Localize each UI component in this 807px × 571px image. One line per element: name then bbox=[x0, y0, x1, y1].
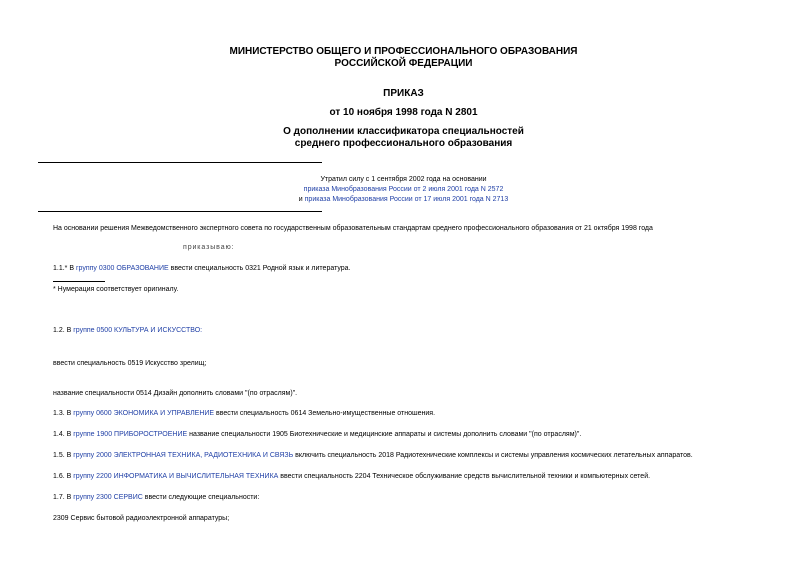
paragraph-1-1 bbox=[53, 264, 351, 273]
paragraph-1-2-a: ввести специальность 0519 Искусство зрелищ; bbox=[53, 360, 207, 367]
p5-suffix: включить специальность 2018 Радиотехнические комплексы и системы управления космических летательных аппаратов. bbox=[293, 452, 693, 459]
link-group-0300[interactable]: группу 0300 ОБРАЗОВАНИЕ bbox=[75, 265, 169, 272]
notice-link-order-2713[interactable]: приказа Минобразования России от 17 июля 2001 года N 2713 bbox=[304, 196, 509, 203]
order-word: приказываю: bbox=[183, 244, 235, 251]
p2-prefix: 1.2. В bbox=[53, 327, 74, 334]
p4-suffix: название специальности 1905 Биотехнические и медицинские аппараты и системы дополнить словами "(по отраслям)". bbox=[187, 431, 582, 438]
paragraph-1-5 bbox=[53, 451, 693, 460]
p6-suffix: ввести специальность 2204 Техническое обслуживание средств вычислительной техники и компьютерных сетей. bbox=[278, 473, 651, 480]
divider-bottom bbox=[38, 211, 322, 212]
paragraph-1-6 bbox=[53, 472, 650, 481]
paragraph-1-7 bbox=[53, 493, 259, 502]
subject-line-2: среднего профессионального образования bbox=[294, 138, 513, 149]
p6-prefix: 1.6. В bbox=[53, 473, 74, 480]
link-group-2300[interactable]: группу 2300 СЕРВИС bbox=[73, 494, 143, 501]
paragraph-1-3 bbox=[53, 409, 435, 418]
doc-subject bbox=[0, 126, 807, 150]
link-group-2000[interactable]: группу 2000 ЭЛЕКТРОННАЯ ТЕХНИКА, РАДИОТЕХНИКА И СВЯЗЬ bbox=[73, 452, 294, 459]
paragraph-1-2-b: название специальности 0514 Дизайн дополнить словами "(по отраслям)". bbox=[53, 390, 298, 397]
link-group-1900[interactable]: группе 1900 ПРИБОРОСТРОЕНИЕ bbox=[73, 431, 188, 438]
link-group-0500[interactable]: группе 0500 КУЛЬТУРА И ИСКУССТВО: bbox=[73, 327, 203, 334]
notice-link-order-2572[interactable]: приказа Минобразования России от 2 июля 2001 года N 2572 bbox=[303, 186, 504, 193]
link-group-0600[interactable]: группу 0600 ЭКОНОМИКА И УПРАВЛЕНИЕ bbox=[73, 410, 215, 417]
p7-suffix: ввести следующие специальности: bbox=[142, 494, 260, 501]
paragraph-1-4 bbox=[53, 430, 581, 439]
p1-prefix: 1.1.* В bbox=[53, 265, 76, 272]
ministry-line-1: МИНИСТЕРСТВО ОБЩЕГО И ПРОФЕССИОНАЛЬНОГО ОБРАЗОВАНИЯ bbox=[229, 46, 578, 57]
notice-link2-prefix: и bbox=[298, 196, 305, 203]
doc-type: ПРИКАЗ bbox=[383, 88, 424, 99]
divider-top bbox=[38, 162, 322, 163]
p3-suffix: ввести специальность 0614 Земельно-имущественные отношения. bbox=[214, 410, 436, 417]
p3-prefix: 1.3. В bbox=[53, 410, 74, 417]
doc-date: от 10 ноября 1998 года N 2801 bbox=[329, 107, 478, 118]
preamble: На основании решения Межведомственного экспертного совета по государственным образовательным стандартам среднего профессионального образования от 21 октября 1998 года bbox=[53, 225, 653, 232]
p1-suffix: ввести специальность 0321 Родной язык и литература. bbox=[168, 265, 351, 272]
footnote-rule bbox=[53, 281, 105, 282]
ministry-line-2: РОССИЙСКОЙ ФЕДЕРАЦИИ bbox=[334, 58, 473, 69]
paragraph-1-2 bbox=[53, 326, 202, 335]
link-group-2200[interactable]: группу 2200 ИНФОРМАТИКА И ВЫЧИСЛИТЕЛЬНАЯ ТЕХНИКА bbox=[73, 473, 279, 480]
subject-line-1: О дополнении классификатора специальностей bbox=[283, 126, 524, 137]
footnote: * Нумерация соответствует оригиналу. bbox=[53, 286, 179, 293]
p7-prefix: 1.7. В bbox=[53, 494, 74, 501]
repeal-notice bbox=[0, 175, 807, 205]
paragraph-1-7-a: 2309 Сервис бытовой радиоэлектронной аппаратуры; bbox=[53, 515, 230, 522]
p4-prefix: 1.4. В bbox=[53, 431, 74, 438]
ministry-title bbox=[0, 46, 807, 70]
notice-line-1: Утратил силу с 1 сентября 2002 года на основании bbox=[320, 176, 487, 183]
p5-prefix: 1.5. В bbox=[53, 452, 74, 459]
